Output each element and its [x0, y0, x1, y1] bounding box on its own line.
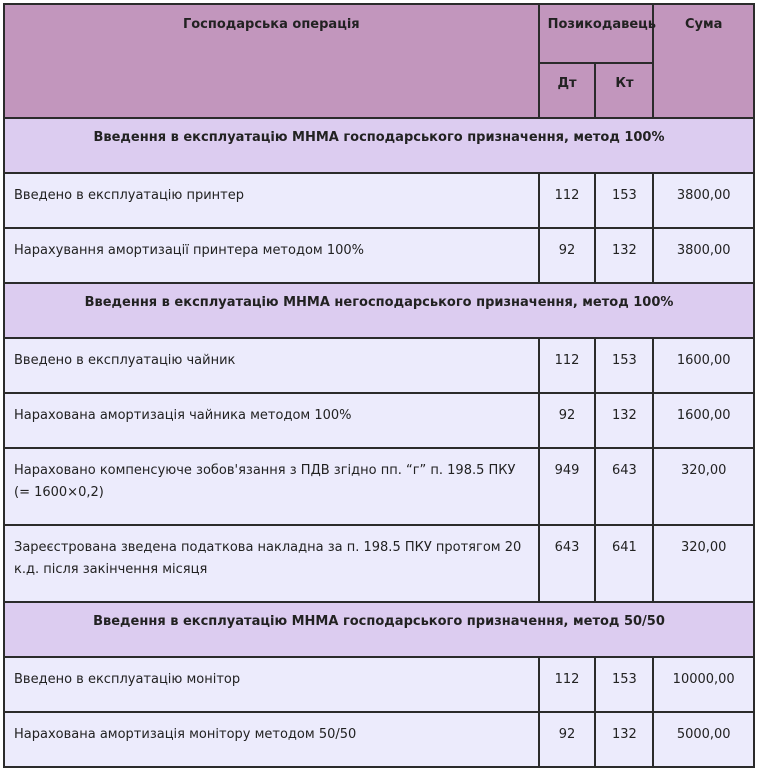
debit-cell: 92	[539, 393, 596, 448]
table-row	[4, 338, 754, 393]
header-credit: Кт	[595, 63, 653, 118]
table-row	[4, 525, 754, 602]
credit-cell: 643	[595, 448, 653, 525]
operation-cell: Нарахування амортизації принтера методом 100%	[4, 228, 539, 283]
section-header	[4, 602, 754, 657]
operation-cell: Введено в експлуатацію монітор	[4, 657, 539, 712]
section-header	[4, 283, 754, 338]
header-amount: Сума	[653, 4, 754, 118]
header-row	[4, 4, 754, 63]
operation-cell: Нараховано компенсуюче зобов'язання з ПДВ згідно пп. “г” п. 198.5 ПКУ (= 1600×0,2)	[4, 448, 539, 525]
credit-cell: 132	[595, 712, 653, 767]
debit-cell: 92	[539, 228, 596, 283]
operation-cell: Нарахована амортизація монітору методом 50/50	[4, 712, 539, 767]
header-correspondent: Позикодавець	[539, 4, 654, 63]
amount-cell: 5000,00	[653, 712, 754, 767]
table-row	[4, 393, 754, 448]
debit-cell: 92	[539, 712, 596, 767]
operation-cell: Зареєстрована зведена податкова накладна за п. 198.5 ПКУ протягом 20 к.д. після закінчення місяця	[4, 525, 539, 602]
header-operation: Господарська операція	[4, 4, 539, 118]
debit-cell: 112	[539, 338, 596, 393]
credit-cell: 153	[595, 657, 653, 712]
table-row	[4, 173, 754, 228]
section-header	[4, 118, 754, 173]
accounting-entries-table	[3, 3, 755, 768]
credit-cell: 153	[595, 173, 653, 228]
table-row	[4, 448, 754, 525]
header-debit: Дт	[539, 63, 596, 118]
credit-cell: 641	[595, 525, 653, 602]
amount-cell: 1600,00	[653, 393, 754, 448]
credit-cell: 132	[595, 393, 653, 448]
amount-cell: 320,00	[653, 525, 754, 602]
section-title: Введення в експлуатацію МНМА господарського призначення, метод 50/50	[4, 602, 754, 657]
debit-cell: 643	[539, 525, 596, 602]
section-title: Введення в експлуатацію МНМА господарського призначення, метод 100%	[4, 118, 754, 173]
table-row	[4, 228, 754, 283]
debit-cell: 112	[539, 173, 596, 228]
debit-cell: 112	[539, 657, 596, 712]
table-row	[4, 712, 754, 767]
amount-cell: 3800,00	[653, 228, 754, 283]
debit-cell: 949	[539, 448, 596, 525]
amount-cell: 320,00	[653, 448, 754, 525]
operation-cell: Введено в експлуатацію принтер	[4, 173, 539, 228]
section-title: Введення в експлуатацію МНМА негосподарського призначення, метод 100%	[4, 283, 754, 338]
operation-cell: Введено в експлуатацію чайник	[4, 338, 539, 393]
amount-cell: 1600,00	[653, 338, 754, 393]
operation-cell: Нарахована амортизація чайника методом 100%	[4, 393, 539, 448]
table-row	[4, 657, 754, 712]
credit-cell: 153	[595, 338, 653, 393]
amount-cell: 3800,00	[653, 173, 754, 228]
credit-cell: 132	[595, 228, 653, 283]
amount-cell: 10000,00	[653, 657, 754, 712]
